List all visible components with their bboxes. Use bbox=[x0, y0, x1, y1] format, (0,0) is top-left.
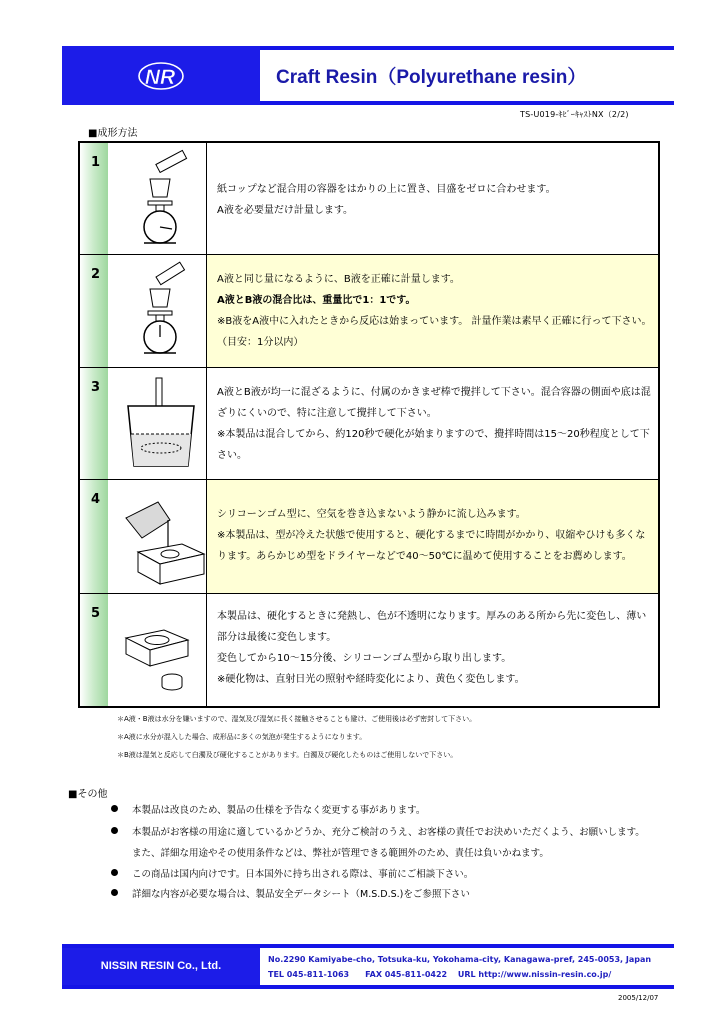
bullet-icon bbox=[111, 827, 118, 834]
caution-note: ＊A液・B液は水分を嫌いますので、湿気及び湿気に長く接触させることも避け、ご使用後は必ず密封して下さい。 bbox=[117, 715, 477, 723]
step-illustration bbox=[108, 480, 207, 593]
step-text: シリコーンゴム型に、空気を巻き込まないよう静かに流し込みます。 bbox=[217, 509, 526, 520]
step-text: 変色してから10～15分後、シリコーンゴム型から取り出します。 bbox=[217, 653, 512, 664]
step-illustration bbox=[108, 143, 207, 254]
step-text: A液と同じ量になるように、B液を正確に計量します。 bbox=[217, 274, 460, 285]
step-row bbox=[80, 480, 658, 594]
steps-table bbox=[78, 141, 660, 708]
other-item: 本製品は改良のため、製品の仕様を予告なく変更する事があります。 bbox=[132, 805, 426, 816]
step-row bbox=[80, 143, 658, 255]
step-illustration bbox=[108, 255, 207, 367]
caution-note: ＊A液に水分が混入した場合、成形品に多くの気泡が発生するようになります。 bbox=[117, 733, 367, 741]
step-row bbox=[80, 368, 658, 480]
step-text-mix-ratio: A液とB液の混合比は、重量比で1：1です。 bbox=[217, 295, 416, 306]
step-number: 5 bbox=[91, 606, 101, 621]
step-illustration bbox=[108, 368, 207, 479]
step-number: 1 bbox=[91, 155, 101, 170]
section-heading-other: ■その他 bbox=[68, 789, 108, 800]
footer-bottom-bar bbox=[62, 985, 674, 989]
company-logo bbox=[62, 46, 260, 105]
demolding-icon bbox=[108, 594, 206, 706]
stirring-cup-icon bbox=[108, 368, 206, 480]
section-heading-method: ■成形方法 bbox=[88, 128, 138, 139]
step-row bbox=[80, 594, 658, 706]
step-text: A液を必要量だけ計量します。 bbox=[217, 205, 354, 216]
scale-icon bbox=[108, 143, 206, 255]
step-number: 4 bbox=[91, 492, 101, 507]
step-text: ※B液をA液中に入れたときから反応は始まっています。 計量作業は素早く正確に行って下さい。（目安：1分以内） bbox=[217, 316, 652, 348]
step-text: ※本製品は、型が冷えた状態で使用すると、硬化するまでに時間がかかり、収縮やひけも多くなります。あらかじめ型をドライヤーなどで40～50℃に温めて使用することをお薦めします。 bbox=[217, 530, 646, 562]
bullet-icon bbox=[111, 889, 118, 896]
bullet-icon bbox=[111, 869, 118, 876]
company-contact: TEL 045-811-1063 FAX 045-811-0422 URL http://www.nissin-resin.co.jp/ bbox=[268, 970, 612, 979]
step-row bbox=[80, 255, 658, 368]
document-date: 2005/12/07 bbox=[618, 994, 659, 1002]
step-text: 本製品は、硬化するときに発熱し、色が不透明になります。厚みのある所から先に変色し、薄い部分は最後に変色します。 bbox=[217, 611, 647, 643]
document-code: TS-U019-ｷﾋﾞｰｷｬｽﾄNX（2/2) bbox=[520, 110, 629, 119]
other-item: 本製品がお客様の用途に適しているかどうか、充分ご検討のうえ、お客様の責任でお決めいただくよう、お願いします。 bbox=[132, 827, 645, 838]
step-text: A液とB液が均一に混ざるように、付属のかきまぜ棒で攪拌して下さい。混合容器の側面や底は混ざりにくいので、特に注意して攪拌して下さい。 bbox=[217, 387, 651, 419]
caution-note: ＊B液は湿気と反応して白濁及び硬化することがあります。白濁及び硬化したものはご使用しないで下さい。 bbox=[117, 751, 458, 759]
company-name: NISSIN RESIN Co., Ltd. bbox=[100, 960, 222, 972]
scale-pour-icon bbox=[108, 255, 206, 368]
other-item: また、詳細な用途やその使用条件などは、弊社が管理できる範囲外のため、責任は負いかねます。 bbox=[132, 848, 549, 859]
step-text: ※硬化物は、直射日光の照射や経時変化により、黄色く変色します。 bbox=[217, 674, 525, 685]
bullet-icon bbox=[111, 805, 118, 812]
step-illustration bbox=[108, 594, 207, 706]
logo-text: NR bbox=[144, 66, 176, 89]
nr-logo-icon bbox=[62, 46, 260, 105]
other-item: 詳細な内容が必要な場合は、製品安全データシート（M.S.D.S.)をご参照下さい bbox=[132, 889, 470, 900]
step-text: ※本製品は混合してから、約120秒で硬化が始まりますので、攪拌時間は15～20秒程度として下さい。 bbox=[217, 429, 650, 461]
company-address: No.2290 Kamiyabe-cho, Totsuka-ku, Yokohama-city, Kanagawa-pref, 245-0053, Japan bbox=[268, 955, 652, 964]
pouring-into-mold-icon bbox=[108, 480, 206, 594]
other-item: この商品は国内向けです。日本国外に持ち出される際は、事前にご相談下さい。 bbox=[132, 869, 474, 880]
step-number: 3 bbox=[91, 380, 101, 395]
step-text: 紙コップなど混合用の容器をはかりの上に置き、目盛をゼロに合わせます。 bbox=[217, 184, 556, 195]
step-number: 2 bbox=[91, 267, 101, 282]
page-title: Craft Resin（Polyurethane resin） bbox=[276, 67, 587, 88]
